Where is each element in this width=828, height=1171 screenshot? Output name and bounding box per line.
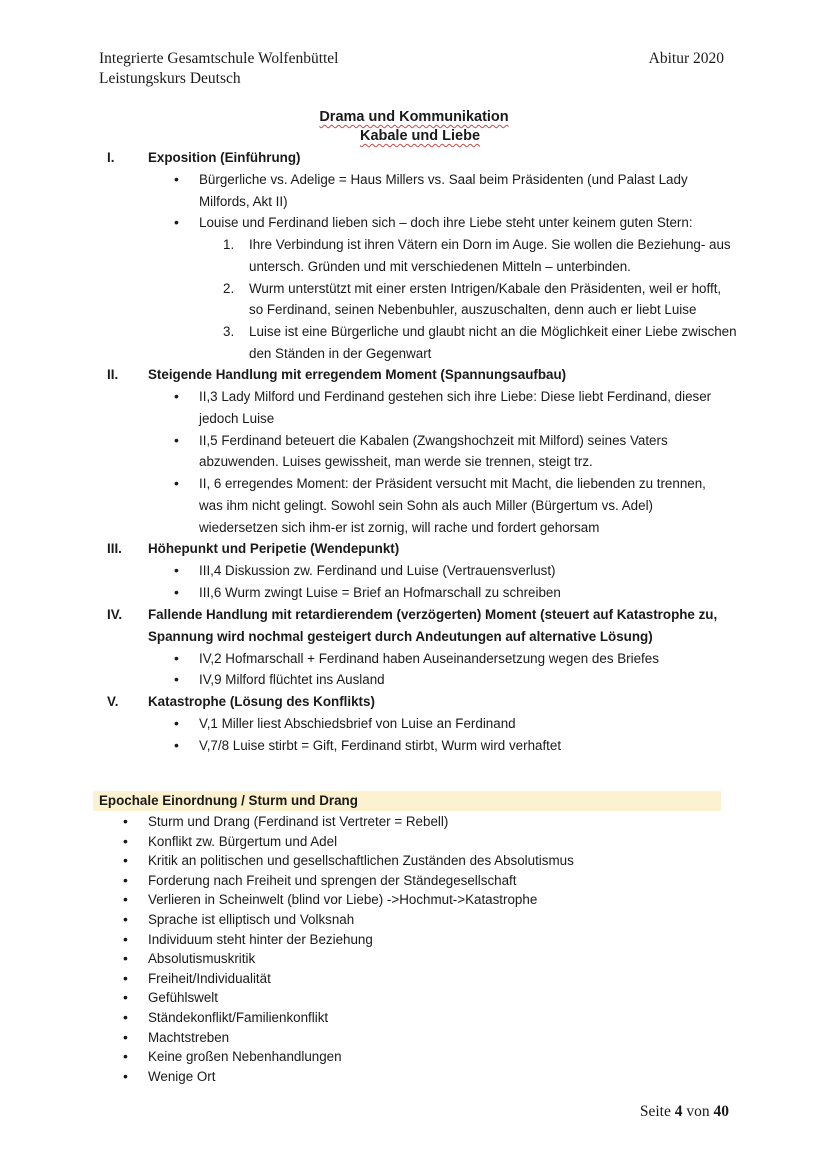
list-item: • IV,2 Hofmarschall + Ferdinand haben Auseinandersetzung wegen des Briefes xyxy=(0,648,828,670)
section-title: Katastrophe (Lösung des Konflikts) xyxy=(148,694,375,710)
footer-prefix: Seite xyxy=(639,1103,671,1120)
list-item: • Bürgerliche vs. Adelige = Haus Millers vs. Saal beim Präsidenten (und Palast Lady Milfords, Akt II) xyxy=(0,169,828,212)
list-item: • Konflikt zw. Bürgertum und Adel xyxy=(0,832,574,852)
course-name: Leistungskurs Deutsch xyxy=(99,70,241,87)
page-total: 40 xyxy=(713,1103,729,1120)
bullet-list xyxy=(0,560,828,603)
epoch-heading: Epochale Einordnung / Sturm und Drang xyxy=(93,791,721,811)
school-name: Integrierte Gesamtschule Wolfenbüttel xyxy=(99,50,339,67)
section-number: II. xyxy=(107,367,119,383)
page-footer xyxy=(640,1103,729,1121)
document-title xyxy=(0,108,828,146)
list-item: • Sprache ist elliptisch und Volksnah xyxy=(0,910,574,930)
bullet-list xyxy=(0,713,828,756)
list-item: • Absolutismuskritik xyxy=(0,949,574,969)
bullet-list xyxy=(0,648,828,691)
section-title: Exposition (Einführung) xyxy=(148,150,301,165)
page-number: 4 xyxy=(674,1103,683,1120)
list-item: • V,7/8 Luise stirbt = Gift, Ferdinand stirbt, Wurm wird verhaftet xyxy=(0,735,828,757)
section-number: V. xyxy=(107,694,119,710)
section-heading xyxy=(0,147,828,169)
section-heading xyxy=(0,691,828,713)
page-header-left xyxy=(99,49,339,89)
list-item: 2. Wurm unterstützt mit einer ersten Intrigen/Kabale den Präsidenten, weil er hofft, so Ferdinand, seinen Nebenbuhler, auszuschalten, denn auch er liebt Luise xyxy=(223,280,722,318)
exam-label: Abitur 2020 xyxy=(648,50,724,67)
numbered-list xyxy=(0,234,828,364)
section-number: IV. xyxy=(107,606,123,622)
list-item: • III,6 Wurm zwingt Luise = Brief an Hofmarschall zu schreiben xyxy=(0,582,828,604)
section-heading xyxy=(0,538,828,560)
list-item: • Wenige Ort xyxy=(0,1067,574,1087)
list-item: • Kritik an politischen und gesellschaftlichen Zuständen des Absolutismus xyxy=(0,851,574,871)
section-title: Steigende Handlung mit erregendem Moment (Spannungsaufbau) xyxy=(148,367,567,383)
list-item: 3. Luise ist eine Bürgerliche und glaubt nicht an die Möglichkeit einer Liebe zwischen den Ständen in der Gegenwart xyxy=(223,323,737,361)
section-title: Höhepunkt und Peripetie (Wendepunkt) xyxy=(148,541,400,557)
list-item: • Forderung nach Freiheit und sprengen der Ständegesellschaft xyxy=(0,871,574,891)
list-item: • II,5 Ferdinand beteuert die Kabalen (Zwangshochzeit mit Milford) seines Vaters abzuwenden. Luises gewissheit, man werde sie trennen, steigt trz. xyxy=(0,430,828,473)
list-item: • IV,9 Milford flüchtet ins Ausland xyxy=(0,669,828,691)
list-item: • Ständekonflikt/Familienkonflikt xyxy=(0,1008,574,1028)
title-main: Drama und Kommunikation xyxy=(319,109,509,125)
section-heading xyxy=(0,604,828,648)
section-heading xyxy=(0,364,828,386)
list-item: • Sturm und Drang (Ferdinand ist Vertreter = Rebell) xyxy=(0,812,574,832)
list-item: • Keine großen Nebenhandlungen xyxy=(0,1047,574,1067)
list-item: 1. Ihre Verbindung ist ihren Vätern ein Dorn im Auge. Sie wollen die Beziehung- aus untersch. Gründen und mit verschiedenen Mitteln – unterbinden. xyxy=(223,237,731,274)
list-item: • III,4 Diskussion zw. Ferdinand und Luise (Vertrauensverlust) xyxy=(0,560,828,582)
title-sub: Kabale und Liebe xyxy=(359,128,481,144)
drama-structure xyxy=(0,147,828,756)
epoch-list xyxy=(0,812,574,1086)
section-number: III. xyxy=(107,541,122,557)
list-item: • Freiheit/Individualität xyxy=(0,969,574,989)
list-item: • V,1 Miller liest Abschiedsbrief von Luise an Ferdinand xyxy=(0,713,828,735)
list-item: • Louise und Ferdinand lieben sich – doch ihre Liebe steht unter keinem guten Stern: xyxy=(0,212,828,234)
list-item: • Machtstreben xyxy=(0,1028,574,1048)
bullet-list xyxy=(0,386,828,538)
list-item: • Individuum steht hinter der Beziehung xyxy=(0,930,574,950)
list-item: • II,3 Lady Milford und Ferdinand gestehen sich ihre Liebe: Diese liebt Ferdinand, dieser jedoch Luise xyxy=(0,386,828,429)
list-item: • Verlieren in Scheinwelt (blind vor Liebe) ->Hochmut->Katastrophe xyxy=(0,890,574,910)
list-item: • Gefühlswelt xyxy=(0,988,574,1008)
footer-sep: von xyxy=(686,1103,710,1120)
list-item: • II, 6 erregendes Moment: der Präsident versucht mit Macht, die liebenden zu trennen, was ihm nicht gelingt. Sowohl sein Sohn als auch Miller (Bürgertum vs. Adel) wiedersetzen sich ihm-er ist zornig, will rache und fordert gehorsam xyxy=(0,473,828,538)
section-number: I. xyxy=(107,150,115,165)
section-title: Fallende Handlung mit retardierendem (verzögerten) Moment (steuert auf Katastrophe zu, Spannung wird nochmal gesteigert durch Andeutungen auf alternative Lösung) xyxy=(148,606,718,644)
bullet-list xyxy=(0,169,828,234)
